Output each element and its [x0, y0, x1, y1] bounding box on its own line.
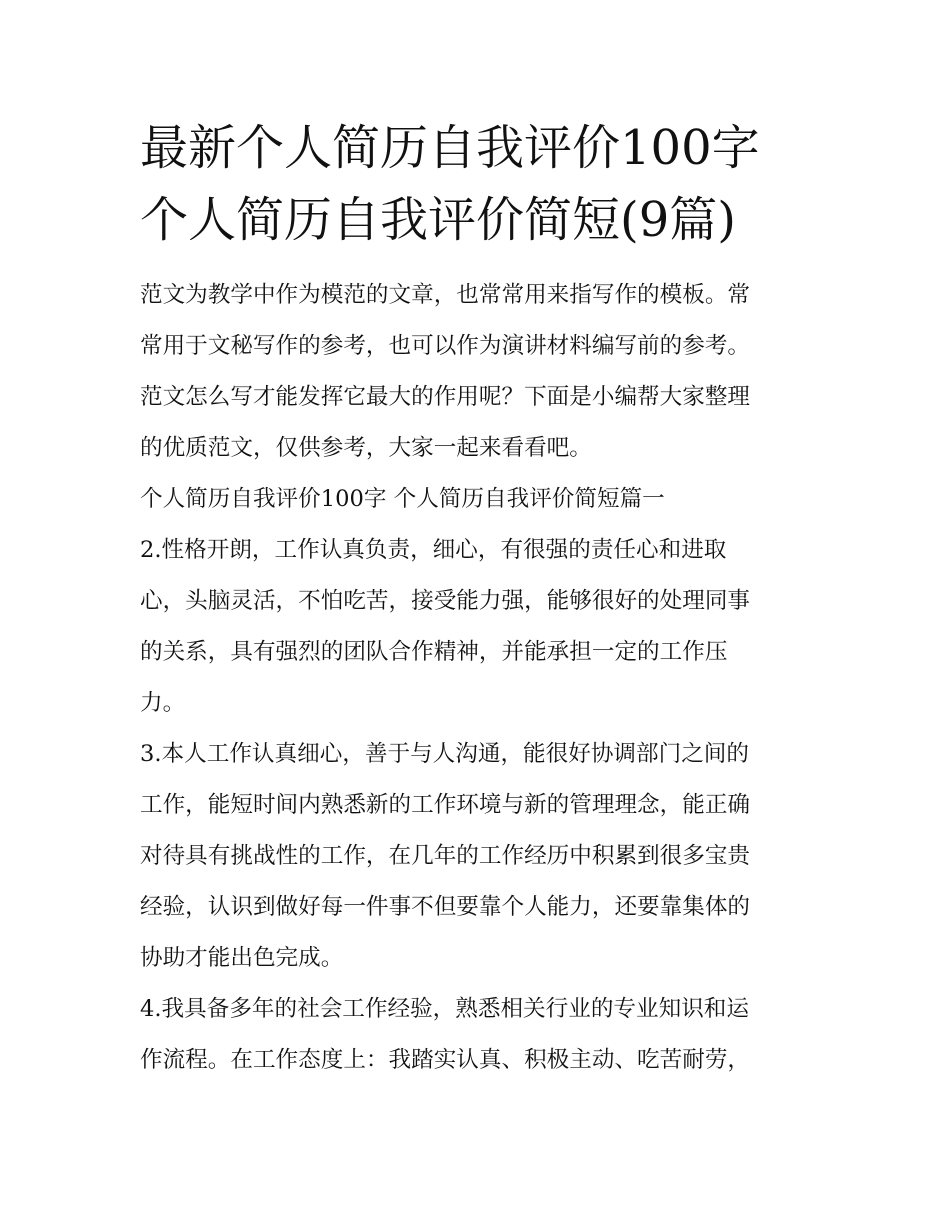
intro-line-3: 范文怎么写才能发挥它最大的作用呢？下面是小编帮大家整理	[140, 384, 751, 410]
section-heading	[140, 474, 820, 525]
item4-line-2: 作流程。在工作态度上：我踏实认真、积极主动、吃苦耐劳，	[140, 1047, 751, 1073]
item2-line-3: 的关系，具有强烈的团队合作精神，并能承担一定的工作压	[140, 639, 728, 665]
item2-line-4: 力。	[140, 690, 186, 716]
paragraph-item-4	[140, 984, 820, 1086]
item2-line-2: 心，头脑灵活，不怕吃苦，接受能力强，能够很好的处理同事	[140, 588, 751, 614]
item4-line-1: 4.我具备多年的社会工作经验，熟悉相关行业的专业知识和运	[140, 996, 749, 1022]
paragraph-item-3	[140, 729, 820, 984]
intro-line-4: 的优质范文，仅供参考，大家一起来看看吧。	[140, 435, 592, 461]
intro-line-1: 范文为教学中作为模范的文章，也常常用来指写作的模板。常	[140, 282, 751, 308]
item3-line-2: 工作，能短时间内熟悉新的工作环境与新的管理理念，能正确	[140, 792, 751, 818]
item3-line-5: 协助才能出色完成。	[140, 945, 344, 971]
intro-paragraph	[140, 270, 820, 474]
section-heading-text: 个人简历自我评价100字 个人简历自我评价简短篇一	[140, 486, 665, 512]
paragraph-item-2	[140, 525, 820, 729]
intro-line-2: 常用于文秘写作的参考，也可以作为演讲材料编写前的参考。	[140, 333, 751, 359]
title-line-1: 最新个人简历自我评价100字	[140, 120, 760, 176]
document-title	[140, 112, 820, 256]
item3-line-3: 对待具有挑战性的工作，在几年的工作经历中积累到很多宝贵	[140, 843, 751, 869]
item2-line-1: 2.性格开朗，工作认真负责，细心，有很强的责任心和进取	[140, 537, 727, 563]
title-line-2: 个人简历自我评价简短(9篇)	[140, 192, 736, 248]
document-content	[140, 112, 820, 1086]
item3-line-4: 经验，认识到做好每一件事不但要靠个人能力，还要靠集体的	[140, 894, 751, 920]
document-body	[140, 270, 820, 1086]
item3-line-1: 3.本人工作认真细心，善于与人沟通，能很好协调部门之间的	[140, 741, 749, 767]
